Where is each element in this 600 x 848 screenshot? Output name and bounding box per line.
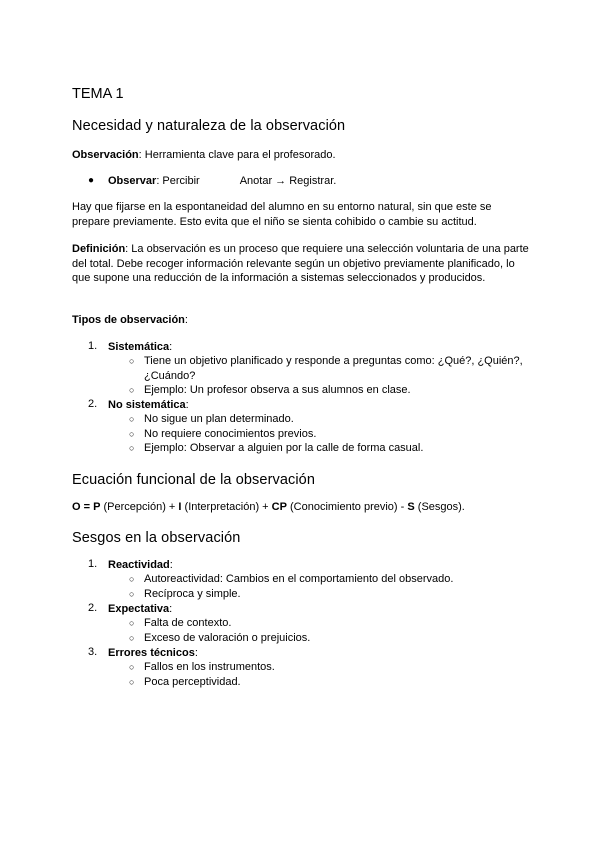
definicion-text: : La observación es un proceso que requiere una selección voluntaria de una parte del total. Debe recoger información relevante según un objetivo previamente planificado, lo que supone una reducción de la información a sistemas seleccionados y producidos.	[72, 243, 529, 285]
list-item: Ejemplo: Un profesor observa a sus alumnos en clase.	[144, 384, 411, 396]
list-number: 2.	[88, 398, 98, 410]
list-number: 2.	[88, 602, 98, 614]
tipo-label: Sistemática	[108, 341, 170, 353]
eq-s: S	[407, 501, 415, 513]
list-item: Fallos en los instrumentos.	[144, 661, 275, 673]
tipos-heading	[72, 313, 532, 328]
circle-bullet-icon: ○	[129, 385, 135, 395]
circle-bullet-icon: ○	[129, 633, 135, 643]
sesgo-errores	[108, 646, 198, 661]
circle-bullet-icon: ○	[129, 618, 135, 628]
observacion-text: : Herramienta clave para el profesorado.	[138, 149, 336, 161]
eq-equals: =	[80, 501, 94, 513]
sesgo-colon: :	[169, 603, 173, 615]
tipo-colon: :	[169, 341, 173, 353]
circle-bullet-icon: ○	[129, 443, 135, 453]
sesgo-label: Reactividad	[108, 559, 170, 571]
observacion-paragraph	[72, 148, 532, 163]
eq-t2: (Interpretación) +	[181, 501, 272, 513]
list-item: Falta de contexto.	[144, 617, 232, 629]
sesgo-expectativa	[108, 602, 172, 617]
eq-t3: (Conocimiento previo) -	[286, 501, 408, 513]
sesgo-label: Expectativa	[108, 603, 170, 615]
observacion-label: Observación	[72, 149, 139, 161]
circle-bullet-icon: ○	[129, 589, 135, 599]
espontaneidad-paragraph: Hay que fijarse en la espontaneidad del alumno en su entorno natural, sin que este se prepare previamente. Esto evita que el niño se sienta cohibido o cambie su actitud.	[72, 201, 492, 228]
list-item: Recíproca y simple.	[144, 588, 241, 600]
list-item: Tiene un objetivo planificado y responde a preguntas como: ¿Qué?, ¿Quién?, ¿Cuándo?	[144, 355, 523, 382]
eq-t4: (Sesgos).	[414, 501, 465, 513]
section-heading-sesgos: Sesgos en la observación	[72, 530, 241, 546]
tipos-colon: :	[184, 314, 188, 326]
list-item: Poca perceptividad.	[144, 676, 241, 688]
tipo-no-sistematica	[108, 398, 189, 413]
observar-text-a: : Percibir	[156, 175, 200, 187]
list-number: 3.	[88, 646, 98, 658]
list-item: Ejemplo: Observar a alguien por la calle de forma casual.	[144, 442, 424, 454]
list-number: 1.	[88, 340, 98, 352]
sesgo-label: Errores técnicos	[108, 647, 195, 659]
eq-t1: (Percepción) +	[100, 501, 179, 513]
bullet-dot-icon: ●	[88, 175, 95, 186]
tipo-label: No sistemática	[108, 399, 186, 411]
eq-o: O	[72, 501, 81, 513]
list-number: 1.	[88, 558, 98, 570]
list-item: No sigue un plan determinado.	[144, 413, 294, 425]
eq-cp: CP	[271, 501, 287, 513]
sesgo-colon: :	[169, 559, 173, 571]
list-item: No requiere conocimientos previos.	[144, 428, 317, 440]
definicion-label: Definición	[72, 243, 126, 255]
doc-title: TEMA 1	[72, 86, 124, 102]
circle-bullet-icon: ○	[129, 356, 135, 366]
observar-bullet	[108, 174, 336, 189]
circle-bullet-icon: ○	[129, 414, 135, 424]
section-heading-necesidad: Necesidad y naturaleza de la observación	[72, 118, 346, 134]
circle-bullet-icon: ○	[129, 574, 135, 584]
sesgo-reactividad	[108, 558, 173, 573]
list-item: Autoreactividad: Cambios en el comportamiento del observado.	[144, 573, 454, 585]
sesgo-colon: :	[194, 647, 198, 659]
tipo-colon: :	[185, 399, 189, 411]
section-heading-ecuacion: Ecuación funcional de la observación	[72, 472, 316, 488]
observar-text-b: Anotar → Registrar.	[239, 175, 337, 187]
circle-bullet-icon: ○	[129, 677, 135, 687]
tipo-sistematica	[108, 340, 172, 355]
eq-p: P	[93, 501, 101, 513]
ecuacion-paragraph	[72, 500, 532, 515]
circle-bullet-icon: ○	[129, 662, 135, 672]
definicion-paragraph	[72, 242, 532, 286]
observar-label: Observar	[108, 175, 157, 187]
list-item: Exceso de valoración o prejuicios.	[144, 632, 311, 644]
tipos-label: Tipos de observación	[72, 314, 185, 326]
circle-bullet-icon: ○	[129, 429, 135, 439]
eq-i: I	[178, 501, 182, 513]
